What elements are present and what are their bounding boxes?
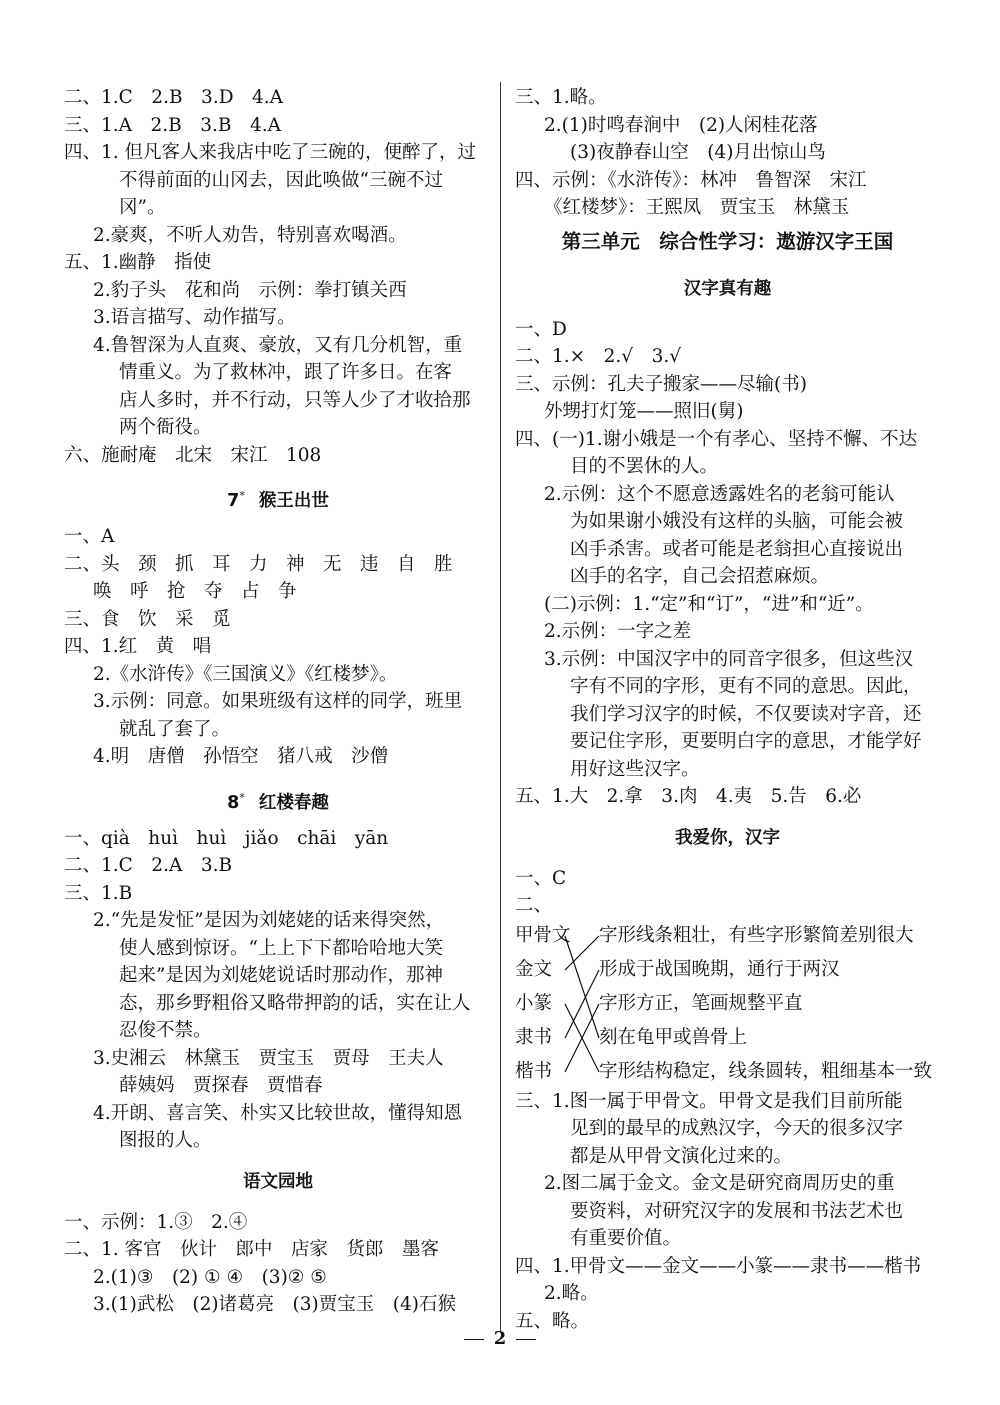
answer-line: 2.豹子头 花和尚 示例：拳打镇关西 <box>93 279 407 301</box>
match-line <box>565 936 599 1038</box>
answer-line: 一、D <box>515 318 567 340</box>
answer-line: 忍俊不禁。 <box>119 1020 212 1041</box>
right-column <box>515 84 940 1335</box>
match-left-item: 隶书 <box>515 1026 553 1048</box>
answer-line: 二、1.C 2.A 3.B <box>64 855 233 876</box>
answer-line: 3.语言描写、动作描写。 <box>93 307 296 328</box>
section-heading <box>515 811 940 865</box>
answer-line: 要记住字形，更要明白字的意思，才能学好 <box>570 731 922 752</box>
answer-line: 2.略。 <box>544 1283 599 1304</box>
section-heading <box>64 469 492 523</box>
answer-line: 二、1.× 2.√ 3.√ <box>515 346 682 367</box>
answer-line: 就乱了套了。 <box>119 718 231 740</box>
answer-line: 四、1.甲骨文——金文——小篆——隶书——楷书 <box>515 1255 922 1277</box>
answer-line: 薛姨妈 贾探春 贾惜春 <box>119 1075 323 1096</box>
answer-line: 二、 <box>515 895 553 916</box>
answer-line: 目的不罢休的人。 <box>570 456 719 477</box>
match-right-item: 刻在龟甲或兽骨上 <box>599 1026 748 1048</box>
answer-line: 用好这些汉字。 <box>570 758 700 780</box>
matching-diagram <box>515 920 940 1088</box>
answer-line: 使人感到惊讶。“上上下下都哈哈地大笑 <box>119 937 443 959</box>
match-right-item: 字形方正，笔画规整平直 <box>599 992 803 1014</box>
match-left-item: 小篆 <box>515 992 553 1014</box>
answer-line: (二)示例：1.“定”和“订”，“进”和“近”。 <box>544 593 874 615</box>
answer-line: 我们学习汉字的时候，不仅要读对字音，还 <box>570 703 922 725</box>
dash-left <box>464 1339 484 1340</box>
answer-line: 三、1.略。 <box>515 87 607 108</box>
section-heading <box>515 262 940 316</box>
answer-line: 二、头 颈 抓 耳 力 神 无 违 自 胜 <box>64 553 453 575</box>
answer-line: 见到的最早的成熟汉字，今天的很多汉字 <box>570 1118 904 1139</box>
answer-line: 外甥打灯笼——照旧(舅) <box>544 401 744 422</box>
match-right-item: 字形线条粗壮，有些字形繁简差别很大 <box>599 924 914 946</box>
heading-text: 猴王出世 <box>258 490 329 511</box>
answer-line: 三、1.B <box>64 882 133 904</box>
answer-line: 店人多时，并不行动，只等人少了才收拾那 <box>119 389 471 411</box>
answer-line: 4.鲁智深为人直爽、豪放，又有几分机智，重 <box>93 334 463 356</box>
answer-line: 三、1.图一属于甲骨文。甲骨文是我们目前所能 <box>515 1090 903 1112</box>
heading-text: 我爱你，汉字 <box>675 827 780 848</box>
answer-line: 3.示例：同意。如果班级有这样的同学，班里 <box>93 691 463 712</box>
answer-line: 一、A <box>64 526 115 547</box>
answer-line: 有重要价值。 <box>570 1228 682 1249</box>
answer-line: 一、C <box>515 867 567 889</box>
right-column-top <box>515 84 940 920</box>
answer-line: 都是从甲骨文演化过来的。 <box>570 1145 793 1167</box>
answer-line: 2.(1)③ (2) ① ④ (3)② ⑤ <box>93 1266 327 1288</box>
answer-line: 2.示例：这个不愿意透露姓名的老翁可能认 <box>544 483 895 505</box>
answer-line: 字有不同的字形，更有不同的意思。因此， <box>570 676 922 697</box>
section-heading <box>64 771 492 825</box>
column-divider <box>500 82 501 1332</box>
answer-line: 4.开朗、喜言笑、朴实又比较世故，懂得知恩 <box>93 1102 463 1124</box>
answer-line: 2.(1)时鸣春涧中 (2)人闲桂花落 <box>544 114 818 136</box>
answer-line: 2.图二属于金文。金文是研究商周历史的重 <box>544 1173 895 1194</box>
heading-text: 语文园地 <box>243 1171 313 1192</box>
answer-line: 凶手的名字，自己会招惹麻烦。 <box>570 566 830 587</box>
answer-line: 三、示例：孔夫子搬家——尽输(书) <box>515 373 807 395</box>
answer-line: 要资料，对研究汉字的发展和书法艺术也 <box>570 1200 904 1222</box>
answer-line: 《红楼梦》：王熙凤 贾宝玉 林黛玉 <box>544 197 850 218</box>
answer-line: 2.豪爽，不听人劝告，特别喜欢喝酒。 <box>93 224 407 246</box>
heading-text: 汉字真有趣 <box>683 278 772 299</box>
lesson-number: 8 <box>227 792 240 813</box>
answer-line: 三、1.A 2.B 3.B 4.A <box>64 114 282 136</box>
page-number-footer <box>0 1328 1000 1349</box>
page-number: 2 <box>493 1328 507 1349</box>
answer-line: 四、(一)1.谢小娥是一个有孝心、坚持不懈、不达 <box>515 428 918 450</box>
answer-line: 不得前面的山冈去，因此唤做“三碗不过 <box>119 169 443 191</box>
answer-line: 六、施耐庵 北宋 宋江 108 <box>64 444 322 466</box>
answer-line: 一、qià huì huì jiǎo chāi yān <box>64 827 389 849</box>
optional-lesson-mark: * <box>239 489 245 502</box>
match-right-item: 形成于战国晚期，通行于两汉 <box>599 958 840 980</box>
answer-line: 唤 呼 抢 夺 占 争 <box>93 581 297 602</box>
match-left-item: 楷书 <box>515 1060 553 1082</box>
answer-line: 2.《水浒传》《三国演义》《红楼梦》。 <box>93 663 398 685</box>
answer-line: 五、略。 <box>515 1310 590 1332</box>
match-right-item: 字形结构稳定，线条圆转，粗细基本一致 <box>599 1060 933 1082</box>
answer-line: 两个衙役。 <box>119 417 212 438</box>
lesson-number: 7 <box>227 490 240 511</box>
answer-line: 凶手杀害。或者可能是老翁担心直接说出 <box>570 538 904 560</box>
answer-line: 二、1.C 2.B 3.D 4.A <box>64 87 284 108</box>
answer-line: 一、示例：1.③ 2.④ <box>64 1211 248 1233</box>
answer-line: 3.史湘云 林黛玉 贾宝玉 贾母 王夫人 <box>93 1047 444 1069</box>
answer-line: (3)夜静春山空 (4)月出惊山鸟 <box>570 142 826 163</box>
right-column-bottom <box>515 1088 940 1336</box>
match-left-item: 甲骨文 <box>515 924 571 946</box>
answer-line: 为如果谢小娥没有这样的头脑，可能会被 <box>570 511 904 532</box>
answer-line: 3.示例：中国汉字中的同音字很多，但这些汉 <box>544 648 914 670</box>
dash-right <box>516 1339 536 1340</box>
answer-line: 起来”是因为刘姥姥说话时那动作，那神 <box>119 965 443 986</box>
optional-lesson-mark: * <box>239 790 245 804</box>
answer-line: 3.(1)武松 (2)诸葛亮 (3)贾宝玉 (4)石猴 <box>93 1294 456 1315</box>
answer-line: 态，那乡野粗俗又略带押韵的话，实在让人 <box>119 992 471 1014</box>
answer-line: 2.“先是发怔”是因为刘姥姥的话来得突然， <box>93 910 445 931</box>
answer-line: 图报的人。 <box>119 1130 212 1151</box>
unit-title: 第三单元 综合性学习：遨游汉字王国 <box>561 229 894 253</box>
answer-line: 冈”。 <box>119 197 166 218</box>
answer-line: 四、1. 但凡客人来我店中吃了三碗的，便醉了，过 <box>64 142 477 163</box>
answer-line: 情重义。为了救林冲，跟了许多日。在客 <box>119 362 453 383</box>
answer-line: 4.明 唐僧 孙悟空 猪八戒 沙僧 <box>93 746 389 767</box>
heading-text: 红楼春趣 <box>258 792 329 813</box>
answer-line: 五、1.大 2.拿 3.肉 4.夷 5.告 6.必 <box>515 786 862 807</box>
answer-line: 二、1. 客官 伙计 郎中 店家 货郎 墨客 <box>64 1239 440 1260</box>
answer-line: 五、1.幽静 指使 <box>64 252 212 273</box>
answer-line: 四、1.红 黄 唱 <box>64 636 212 657</box>
section-heading <box>64 1155 492 1209</box>
answer-line: 2.示例：一字之差 <box>544 621 692 642</box>
match-left-item: 金文 <box>515 958 553 980</box>
left-column <box>64 84 492 1319</box>
match-line <box>565 970 599 1038</box>
answer-line: 三、食 饮 采 觅 <box>64 608 231 630</box>
answer-line: 四、示例：《水浒传》：林冲 鲁智深 宋江 <box>515 169 867 191</box>
